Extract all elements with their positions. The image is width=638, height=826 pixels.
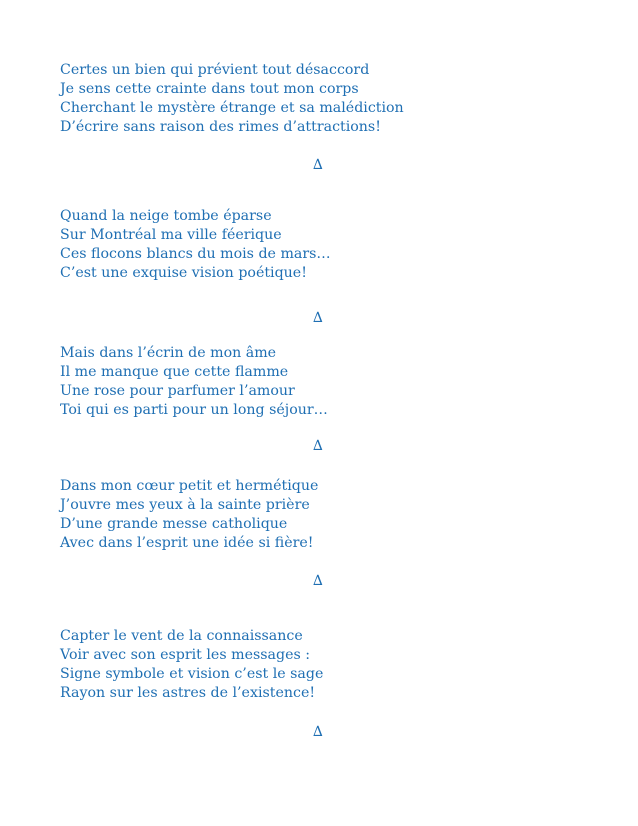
poem-line: Capter le vent de la connaissance: [60, 628, 303, 644]
poem-line: J’ouvre mes yeux à la sainte prière: [60, 497, 310, 513]
poem-line: Signe symbole et vision c’est le sage: [60, 666, 324, 682]
poem-line: Mais dans l’écrin de mon âme: [60, 345, 277, 361]
delta-separator: ∆: [313, 724, 323, 740]
stanza: [60, 61, 580, 137]
stanza: [60, 477, 580, 553]
poem-line: Sur Montréal ma ville féerique: [60, 227, 282, 243]
poem-line: D’une grande messe catholique: [60, 516, 288, 532]
poem-line: Voir avec son esprit les messages :: [60, 647, 311, 663]
poem-line: Il me manque que cette flamme: [60, 364, 289, 380]
stanza: [60, 627, 580, 703]
poem-line: Quand la neige tombe éparse: [60, 208, 272, 224]
poem-line: D’écrire sans raison des rimes d’attractions!: [60, 119, 381, 135]
poem-line: Je sens cette crainte dans tout mon corps: [60, 81, 359, 97]
poem-line: C’est une exquise vision poétique!: [60, 265, 307, 281]
delta-separator: ∆: [313, 573, 323, 589]
poem-line: Une rose pour parfumer l’amour: [60, 383, 295, 399]
poem-line: Dans mon cœur petit et hermétique: [60, 478, 319, 494]
delta-separator: ∆: [313, 157, 323, 173]
poem-line: Ces flocons blancs du mois de mars…: [60, 246, 331, 262]
delta-separator: ∆: [313, 310, 323, 326]
stanza: [60, 207, 580, 283]
poem-line: Toi qui es parti pour un long séjour…: [60, 402, 328, 418]
poem-line: Rayon sur les astres de l’existence!: [60, 685, 316, 701]
stanza: [60, 344, 580, 420]
poem-line: Avec dans l’esprit une idée si fière!: [60, 535, 314, 551]
poem-line: Cherchant le mystère étrange et sa malédiction: [60, 100, 404, 116]
delta-separator: ∆: [313, 438, 323, 454]
poem-line: Certes un bien qui prévient tout désaccord: [60, 62, 370, 78]
